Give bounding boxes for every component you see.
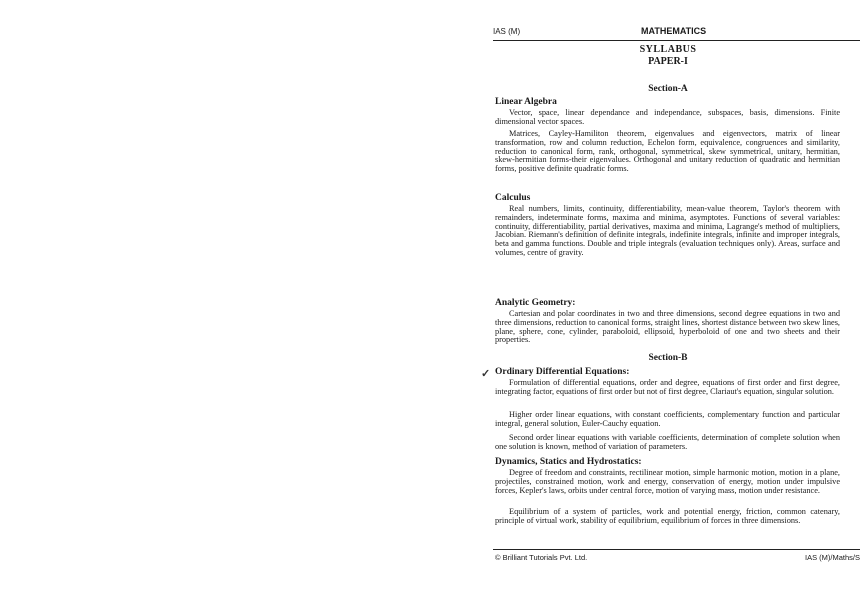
analytic-geometry-heading: Analytic Geometry: bbox=[495, 298, 576, 308]
calculus-heading: Calculus bbox=[495, 193, 531, 203]
footer-publisher: © Brilliant Tutorials Pvt. Ltd. bbox=[495, 553, 588, 562]
ode-heading bbox=[481, 367, 630, 380]
section-b-heading: Section-B bbox=[648, 353, 688, 363]
linear-algebra-para-1: Vector, space, linear dependance and independance, subspaces, basis, dimensions. Finite dimensional vector spaces. bbox=[495, 108, 840, 126]
ode-para-3: Second order linear equations with variable coefficients, determination of complete solution when one solution is known, method of variation of parameters. bbox=[495, 433, 840, 451]
page-subtitle: PAPER-I bbox=[648, 56, 688, 67]
ode-para-2: Higher order linear equations, with constant coefficients, complementary function and particular integral, general solution, Euler-Cauchy equation. bbox=[495, 410, 840, 428]
syllabus-page bbox=[481, 22, 860, 567]
ode-para-1: Formulation of differential equations, order and degree, equations of first order and first degree, integrating factor, equations of first order but not of first degree, Clariaut's equation, singular solution. bbox=[495, 378, 840, 396]
header-exam-code: IAS (M) bbox=[493, 27, 521, 36]
linear-algebra-para-2: Matrices, Cayley-Hamiliton theorem, eigenvalues and eigenvectors, matrix of linear transformation, row and column reduction, Echelon form, equivalence, congruences and similarity, reduction to canonical form, rank, orthogonal, symmetrical, skew symmetrical, unitary, hermitian, skew-hermitian forms-their eigenvalues. Orthogonal and unitary reduction of quadratic and hermitian forms, positive definite quadratic forms. bbox=[495, 129, 840, 174]
page-header bbox=[493, 26, 860, 41]
page-title: SYLLABUS bbox=[639, 44, 697, 55]
dynamics-para-2: Equilibrium of a system of particles, work and potential energy, friction, common catenary, principle of virtual work, stability of equilibrium, equilibrium of forces in three dimensions. bbox=[495, 507, 840, 525]
header-subject: MATHEMATICS bbox=[641, 26, 707, 36]
dynamics-para-1: Degree of freedom and constraints, rectilinear motion, simple harmonic motion, motion in a plane, projectiles, constrained motion, work and energy, conservation of energy, motion under impulsive forces, Kepler's laws, orbits under central force, motion of varying mass, motion under resistance. bbox=[495, 468, 840, 495]
check-mark-icon: ✓ bbox=[481, 368, 491, 380]
linear-algebra-heading: Linear Algebra bbox=[495, 97, 557, 107]
calculus-para-1: Real numbers, limits, continuity, differentiability, mean-value theorem, Taylor's theorem with remainders, indeterminate forms, maxima and minima, asymptotes. Functions of several variables: continuity, differentiability, partial derivatives, maxima and minima, Lagrange's method of multipliers, Jacobian. Riemann's definition of definite integrals, indefinite integrals, infinite and improper integrals, beta and gamma functions. Double and triple integrals (evaluation techniques only). Areas, surface and volumes, centre of gravity. bbox=[495, 204, 840, 257]
dynamics-heading: Dynamics, Statics and Hydrostatics: bbox=[495, 457, 642, 467]
footer-page-code: IAS (M)/Maths/S bbox=[804, 553, 860, 562]
page-footer bbox=[493, 549, 860, 564]
section-a-heading: Section-A bbox=[648, 84, 688, 94]
analytic-geometry-para-1: Cartesian and polar coordinates in two and three dimensions, second degree equations in two and three dimensions, reduction to canonical forms, straight lines, shortest distance between two skew lines, plane, sphere, cone, cylinder, paraboloid, ellipsoid, hyperboloid of one and two sheets and their properties. bbox=[495, 309, 840, 345]
ode-heading-label: Ordinary Differential Equations: bbox=[495, 367, 630, 377]
